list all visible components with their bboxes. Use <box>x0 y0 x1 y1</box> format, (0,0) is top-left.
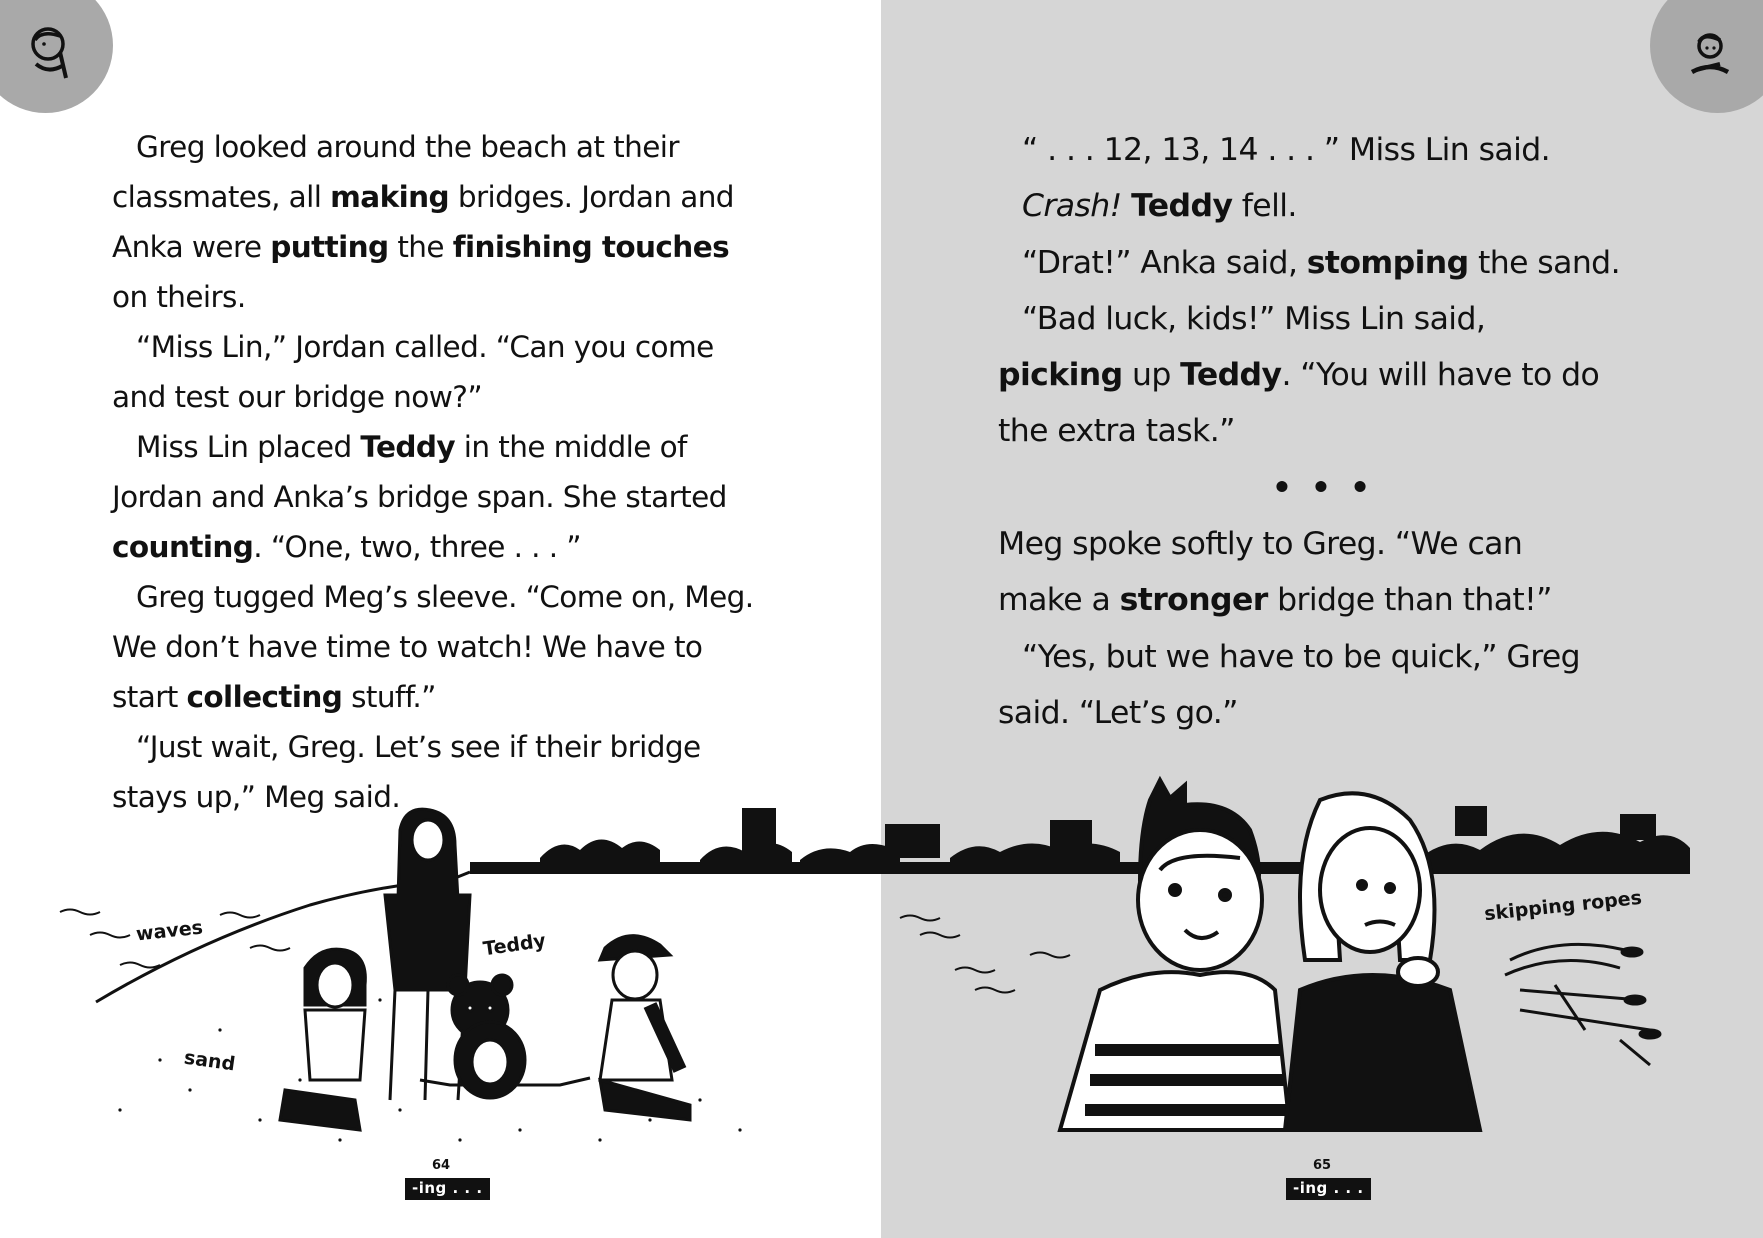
text-line: on theirs. <box>112 280 246 314</box>
waves-right <box>900 916 1070 993</box>
text-line: and test our bridge now?” <box>112 380 482 414</box>
text-line: Meg spoke softly to Greg. “We can <box>998 526 1523 563</box>
text-line: “Bad luck, kids!” Miss Lin said, <box>1022 300 1486 337</box>
text-line: Anka were putting the finishing touches <box>112 230 730 264</box>
page-number-right: 65 <box>1313 1158 1332 1173</box>
meg-figure <box>1285 793 1480 1130</box>
section-break: • • • <box>1271 469 1375 506</box>
page-badge-left: -ing . . . <box>405 1178 490 1200</box>
text-line: Greg looked around the beach at their <box>136 130 679 164</box>
skipping-ropes-label: skipping ropes <box>1483 886 1643 926</box>
text-line: “Miss Lin,” Jordan called. “Can you come <box>136 330 714 364</box>
text-line: counting. “One, two, three . . . ” <box>112 530 581 564</box>
text-line: Crash! Teddy fell. <box>1022 188 1297 225</box>
text-line: “Drat!” Anka said, stomping the sand. <box>1022 244 1620 281</box>
text-line: make a stronger bridge than that!” <box>998 582 1552 619</box>
teddy-bear <box>448 975 525 1098</box>
town-skyline <box>470 806 1690 874</box>
page-badge-right: -ing . . . <box>1286 1178 1371 1200</box>
sand-label: sand <box>182 1046 237 1076</box>
text-line: said. “Let’s go.” <box>998 694 1238 731</box>
text-line: Jordan and Anka’s bridge span. She started <box>112 480 727 514</box>
text-line: Greg tugged Meg’s sleeve. “Come on, Meg. <box>136 580 754 614</box>
text-line: Miss Lin placed Teddy in the middle of <box>136 430 687 464</box>
text-line: the extra task.” <box>998 413 1235 450</box>
text-line: “Just wait, Greg. Let’s see if their bridge <box>136 730 701 764</box>
text-line: stays up,” Meg said. <box>112 780 401 814</box>
text-line: picking up Teddy. “You will have to do <box>998 357 1600 394</box>
greg-figure <box>1060 780 1290 1130</box>
text-line: “ . . . 12, 13, 14 . . . ” Miss Lin said. <box>1022 132 1551 168</box>
anka-figure <box>280 949 365 1130</box>
text-line: “Yes, but we have to be quick,” Greg <box>1022 638 1581 675</box>
text-line: We don’t have time to watch! We have to <box>112 630 703 664</box>
teddy-label: Teddy <box>481 929 548 961</box>
text-line: start collecting stuff.” <box>112 680 436 714</box>
page-number-left: 64 <box>432 1158 451 1173</box>
jordan-figure <box>600 936 690 1120</box>
waves-label: waves <box>135 916 204 946</box>
text-line: classmates, all making bridges. Jordan and <box>112 180 734 214</box>
skipping-ropes <box>1505 944 1660 1065</box>
